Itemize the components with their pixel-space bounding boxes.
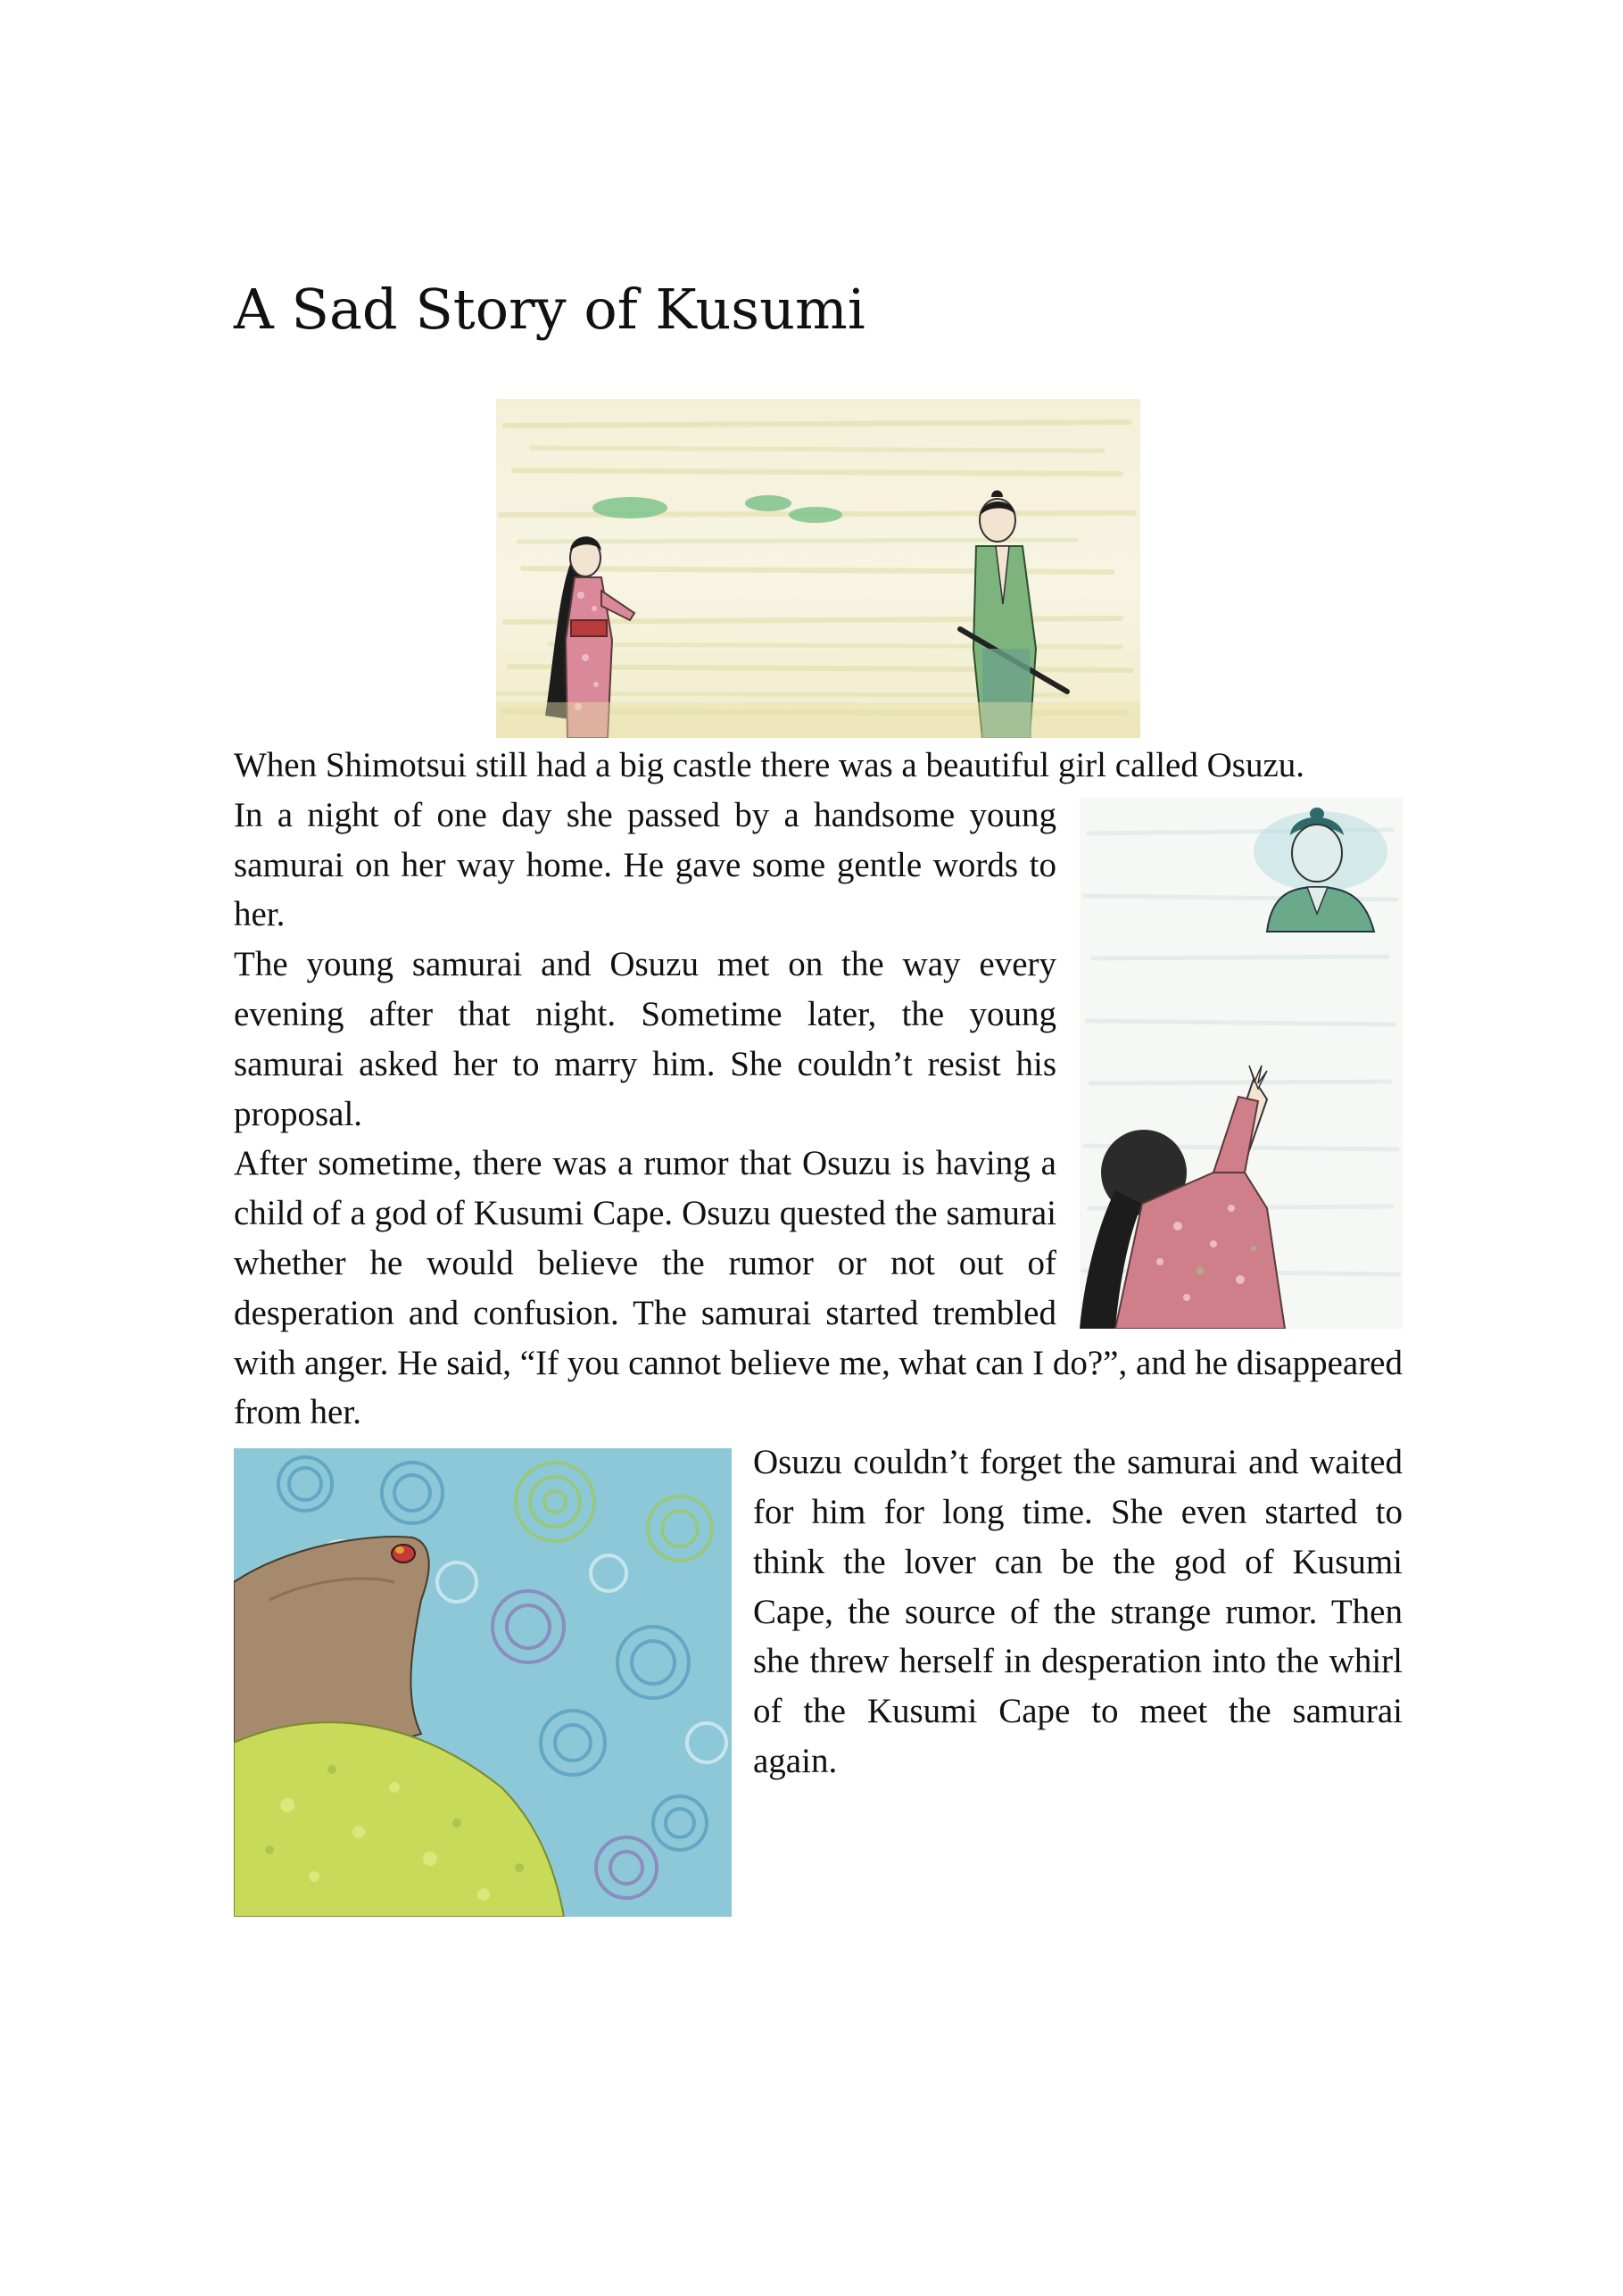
paragraph: Osuzu couldn’t forget the samurai and waited for him for long time. She even started to think the lover can be the god of Kusumi Cape, the source of the strange rumor. Then she threw herself in desperation into the whirl of the Kusumi Cape to meet the samurai again. bbox=[753, 1443, 1403, 1780]
illustration-meeting bbox=[496, 399, 1140, 738]
page-title: A Sad Story of Kusumi bbox=[234, 277, 865, 342]
kimono-mark bbox=[392, 1545, 415, 1562]
samurai-bust bbox=[1254, 808, 1387, 932]
paragraph: After sometime, there was a rumor that Osuzu is having a child of a god of Kusumi Cape. Osuzu quested the samurai whether he would believe the rumor or not out of desperation and confusion. The samurai started trembled with anger. He said, “If you cannot believe me, what can I do?”, and he disappeared from her. bbox=[234, 1144, 1403, 1432]
paragraph: In a night of one day she passed by a handsome young samurai on her way home. He gave some gentle words to her. bbox=[234, 795, 1056, 934]
story-text bbox=[234, 741, 1403, 1917]
illustration-farewell bbox=[1080, 798, 1403, 1329]
paragraph: The young samurai and Osuzu met on the way every evening after that night. Sometime later, the young samurai asked her to marry him. She couldn’t resist his proposal. bbox=[234, 945, 1056, 1133]
illustration-kusumi-cape bbox=[234, 1448, 732, 1917]
paragraph: When Shimotsui still had a big castle there was a beautiful girl called Osuzu. bbox=[234, 746, 1305, 784]
